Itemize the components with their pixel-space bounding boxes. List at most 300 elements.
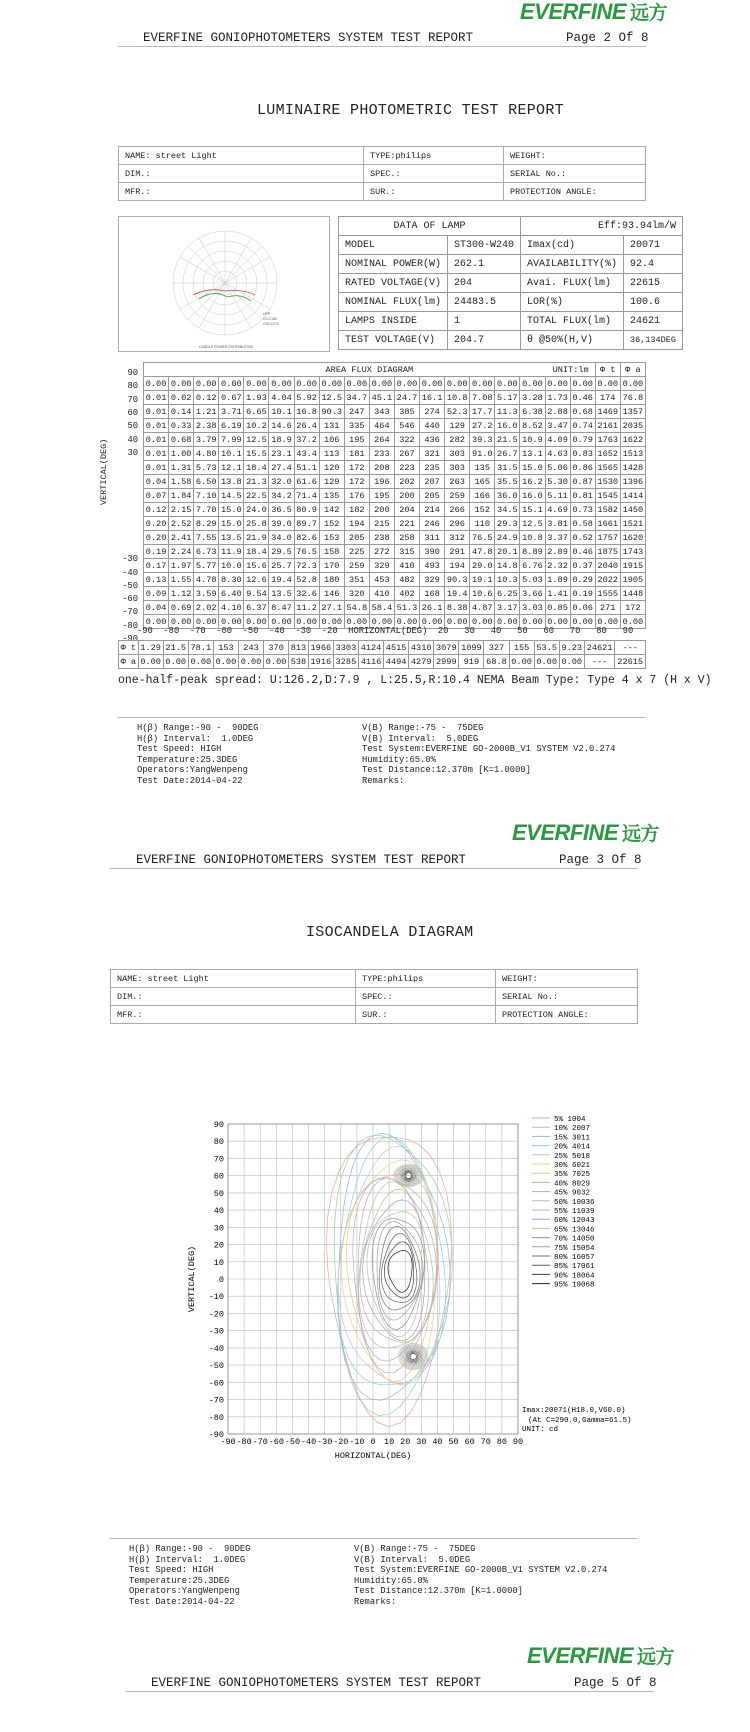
flux-cell: 1.55 [169,573,194,587]
flux-cell: 258 [394,531,419,545]
v-tick-label: -60 [122,594,138,605]
flux-cell: 0.00 [244,615,269,629]
flux-cell: 4.10 [219,601,244,615]
flux-cell: 4.80 [194,447,219,461]
flux-cell: 12.5 [319,391,344,405]
flux-cell: 6.19 [219,419,244,433]
table-row [144,377,646,391]
flux-cell: 1763 [595,433,620,447]
flux-cell: 4.69 [545,503,570,517]
flux-cell: 15.0 [219,503,244,517]
flux-cell: 7.10 [194,489,219,503]
page-title: ISOCANDELA DIAGRAM [306,924,474,941]
flux-cell: 8.29 [194,517,219,531]
flux-cell: 0.00 [595,377,620,391]
flux-cell: 1.21 [194,405,219,419]
flux-cell: 129 [319,475,344,489]
flux-cell: 0.00 [545,615,570,629]
flux-total-cell: 813 [289,641,309,655]
flux-cell: 0.20 [144,531,169,545]
flux-total-cell: 1966 [308,641,333,655]
flux-cell: 200 [369,503,394,517]
flux-cell: 1661 [595,517,620,531]
flux-total-cell: 68.8 [484,655,509,669]
flux-cell: 0.01 [144,461,169,475]
flux-cell: 5.92 [294,391,319,405]
flux-cell: 204 [394,503,419,517]
flux-cell: 15.0 [520,461,545,475]
flux-cell: 10.6 [470,587,495,601]
y-tick-label: 60 [213,1171,224,1182]
table-row [144,475,646,489]
flux-cell: 0.00 [445,377,470,391]
flux-cell: 21.5 [495,433,520,447]
flux-cell: 0.12 [194,391,219,405]
info-type: TYPE:philips [356,970,496,988]
x-tick-label: 30 [416,1437,427,1447]
flux-cell: 1.89 [545,573,570,587]
legend-label: 45% 9032 [554,1189,591,1198]
flux-cell: 4.78 [194,573,219,587]
flux-cell: 3.03 [520,601,545,615]
contour-line [359,1182,434,1348]
polar-diagram-frame [118,216,330,352]
y-tick-label: -90 [208,1430,224,1440]
flux-cell: 21.9 [244,531,269,545]
x-axis-label: HORIZONTAL(DEG) [334,1451,412,1461]
flux-cell: 8.52 [520,419,545,433]
flux-title: AREA FLUX DIAGRAM [325,364,414,375]
contour-line [377,1222,423,1321]
flux-cell: 71.4 [294,489,319,503]
flux-total-cell: 4279 [409,655,434,669]
flux-cell: 0.85 [545,601,570,615]
lamp-cell: 24483.5 [448,293,521,312]
flux-cell: 5.30 [545,475,570,489]
flux-cell: 1.31 [169,461,194,475]
flux-cell: 223 [394,461,419,475]
flux-cell: 329 [369,559,394,573]
flux-cell: 0.01 [144,405,169,419]
flux-cell: 0.00 [394,615,419,629]
lamp-cell: 204 [448,274,521,293]
flux-cell: 436 [420,433,445,447]
flux-cell: 0.00 [169,377,194,391]
flux-cell: 153 [319,531,344,545]
flux-cell: 0.52 [570,531,595,545]
flux-total-cell: 3285 [333,655,358,669]
flux-cell: 3.79 [194,433,219,447]
info-protection: PROTECTION ANGLE: [496,1006,638,1024]
info-spec: SPEC.: [356,988,496,1006]
table-row [144,461,646,475]
flux-cell: 410 [369,587,394,601]
flux-cell: 129 [445,419,470,433]
y-tick-label: 40 [213,1206,224,1217]
flux-cell: 0.00 [294,615,319,629]
y-tick-label: -20 [208,1309,224,1320]
flux-unit: UNIT:lm [552,364,589,375]
flux-cell: 61.6 [294,475,319,489]
flux-cell: 135 [470,461,495,475]
flux-cell: 493 [420,559,445,573]
lamp-cell: 36,134DEG [624,331,683,350]
legend-label: 40% 8029 [554,1180,591,1189]
flux-cell: 113 [319,447,344,461]
flux-cell: 7.70 [194,503,219,517]
table-row [144,545,646,559]
flux-cell: 274 [420,405,445,419]
flux-cell: 0.19 [570,587,595,601]
v-tick-label: 50 [127,421,138,432]
legend-label: 65% 13046 [554,1226,595,1235]
flux-cell: 200 [394,489,419,503]
info-protection: PROTECTION ANGLE: [504,183,646,201]
report-header-title: EVERFINE GONIOPHOTOMETERS SYSTEM TEST REPORT [143,31,474,45]
flux-cell: 0.00 [620,377,645,391]
flux-total-cell: 4310 [409,641,434,655]
flux-cell: 2161 [595,419,620,433]
flux-cell: 194 [344,517,369,531]
x-tick-label: -80 [236,1437,252,1447]
flux-cell: 238 [369,531,394,545]
lamp-cell: 20071 [624,236,683,255]
svg-text:HPP: HPP [263,312,271,316]
flux-cell: 0.07 [144,489,169,503]
lamp-cell: Imax(cd) [521,236,624,255]
flux-cell: 170 [319,559,344,573]
x-tick-label: 10 [384,1437,395,1447]
flux-cell: 0.00 [219,615,244,629]
flux-cell: 312 [445,531,470,545]
x-tick-label: -90 [220,1437,236,1447]
flux-cell: 1469 [595,405,620,419]
everfine-logo: EVERFINE 远方 [520,0,668,24]
flux-cell: 267 [394,447,419,461]
flux-cell: 10.3 [495,573,520,587]
flux-cell: 2.32 [545,559,570,573]
flux-cell: 0.00 [269,615,294,629]
y-tick-label: 50 [213,1188,224,1199]
flux-cell: 0.00 [269,377,294,391]
flux-cell: 35.5 [495,475,520,489]
info-dim: DIM.: [119,165,364,183]
flux-cell: 3.81 [545,517,570,531]
flux-cell: 271 [595,601,620,615]
flux-cell: 6.50 [194,475,219,489]
flux-cell: 0.00 [194,377,219,391]
flux-cell: 0.00 [545,377,570,391]
flux-cell: 25.8 [244,517,269,531]
flux-vertical-label: VERTICAL(DEG) [99,438,109,505]
legend-label: 25% 5018 [554,1152,591,1161]
flux-cell: 0.00 [169,615,194,629]
flux-cell: 11.2 [294,601,319,615]
flux-cell: 26.4 [294,419,319,433]
info-type: TYPE:philips [364,147,504,165]
flux-cell: 110 [470,517,495,531]
report-header-title: EVERFINE GONIOPHOTOMETERS SYSTEM TEST REPORT [136,853,467,867]
flux-cell: 11.3 [495,405,520,419]
flux-cell: 6.65 [244,405,269,419]
flux-total-cell: 78.1 [188,641,213,655]
flux-col-t: Φ t [595,363,620,377]
flux-cell: 0.00 [420,615,445,629]
legend-label: 95% 19068 [554,1281,595,1290]
flux-cell: 5.11 [545,489,570,503]
flux-total-cell: 9.23 [559,641,584,655]
flux-cell: 0.01 [144,391,169,405]
flux-cell: 0.68 [570,405,595,419]
flux-cell: 263 [445,475,470,489]
flux-cell: 0.00 [319,615,344,629]
table-row [144,517,646,531]
flux-cell: 2.02 [194,601,219,615]
lamp-cell: TEST VOLTAGE(V) [339,331,448,350]
flux-cell: 0.00 [520,615,545,629]
flux-cell: 172 [344,475,369,489]
legend-label: 70% 14050 [554,1235,595,1244]
flux-cell: 174 [595,391,620,405]
flux-cell: 214 [420,503,445,517]
flux-cell: 17.7 [470,405,495,419]
info-serial: SERIAL No.: [504,165,646,183]
flux-cell: 36.0 [495,489,520,503]
x-tick-label: -60 [268,1437,284,1447]
flux-cell: 4.09 [545,433,570,447]
flux-cell: 18.4 [244,545,269,559]
page-number: Page 2 Of 8 [566,31,649,45]
flux-vertical-ticks [116,370,138,664]
info-mfr: MFR.: [111,1006,356,1024]
flux-cell: 6.37 [244,601,269,615]
flux-cell: 0.00 [244,377,269,391]
flux-cell: 195 [369,489,394,503]
flux-total-cell: 4124 [358,641,383,655]
flux-cell: 120 [319,461,344,475]
x-tick-label: 80 [496,1437,507,1447]
lamp-cell: AVAILABILITY(%) [521,255,624,274]
v-tick-label: -40 [122,567,138,578]
legend-label: 80% 16057 [554,1254,595,1262]
flux-cell: 0.12 [144,503,169,517]
flux-cell: 6.40 [219,587,244,601]
flux-cell: 19.4 [269,573,294,587]
x-tick-label: 70 [480,1437,491,1447]
flux-cell: 18.9 [269,433,294,447]
flux-total-cell: 538 [289,655,309,669]
flux-cell: 10.8 [445,391,470,405]
flux-cell: 1.84 [169,489,194,503]
lamp-data-table [338,216,683,350]
flux-cell: 1414 [620,489,645,503]
table-row [144,405,646,419]
legend-label: 75% 15054 [554,1244,595,1253]
x-tick-label: -10 [349,1437,365,1447]
legend-label: 60% 12043 [554,1217,595,1226]
flux-cell: 6.76 [520,559,545,573]
flux-totals-table [118,640,646,669]
table-row [144,601,646,615]
flux-total-cell: 370 [264,641,289,655]
legend-label: 20% 4014 [554,1143,591,1152]
flux-cell: 7.08 [470,391,495,405]
flux-cell: 0.01 [144,447,169,461]
info-weight: WEIGHT: [496,970,638,988]
flux-cell: 221 [394,517,419,531]
info-sur: SUR.: [356,1006,496,1024]
x-tick-label: 20 [400,1437,411,1447]
table-row [144,489,646,503]
legend-label: 10% 2007 [554,1125,591,1134]
flux-cell: 0.74 [570,419,595,433]
flux-cell: 12.5 [520,517,545,531]
flux-cell: 7.55 [194,531,219,545]
flux-cell: 335 [344,419,369,433]
table-row [144,503,646,517]
flux-cell: 402 [394,587,419,601]
flux-cell: 385 [394,405,419,419]
flux-total-cell: 0.00 [138,655,163,669]
y-axis-label: VERTICAL(DEG) [187,1245,197,1313]
flux-cell: 23.1 [269,447,294,461]
flux-cell: 24.9 [495,531,520,545]
flux-cell: 2022 [595,573,620,587]
flux-cell: 0.19 [144,545,169,559]
flux-cell: 3.71 [219,405,244,419]
flux-cell: 0.00 [194,615,219,629]
flux-cell: 3.59 [194,587,219,601]
flux-cell: 152 [470,503,495,517]
flux-cell: 303 [445,461,470,475]
flux-cell: 0.83 [570,447,595,461]
flux-cell: 410 [394,559,419,573]
everfine-logo: EVERFINE 远方 [527,1643,675,1668]
flux-cell: 19.4 [445,587,470,601]
flux-total-cell: 0.00 [559,655,584,669]
y-tick-label: 80 [213,1137,224,1148]
flux-cell: 2040 [595,559,620,573]
flux-cell: 16.8 [294,405,319,419]
flux-cell: 12.5 [244,433,269,447]
x-tick-label: -20 [333,1437,349,1447]
flux-cell: 329 [420,573,445,587]
y-tick-label: 10 [213,1257,224,1268]
flux-cell: 182 [344,503,369,517]
flux-cell: 15.5 [244,447,269,461]
flux-cell: 0.87 [570,475,595,489]
flux-cell: 2.38 [194,419,219,433]
flux-cell: 0.00 [445,615,470,629]
flux-cell: 0.13 [144,573,169,587]
flux-cell: 176 [344,489,369,503]
flux-cell: 2035 [620,419,645,433]
flux-cell: 10.9 [520,433,545,447]
contour-line [410,1353,417,1359]
flux-cell: 3.17 [495,601,520,615]
flux-cell: 142 [319,503,344,517]
flux-cell: 1.12 [169,587,194,601]
flux-cell: 2.24 [169,545,194,559]
legend-label: 35% 7025 [554,1171,591,1180]
flux-cell: 0.00 [470,615,495,629]
flux-cell: 296 [445,517,470,531]
flux-cell: 1.93 [244,391,269,405]
flux-cell: 233 [369,447,394,461]
flux-cell: 1875 [595,545,620,559]
flux-cell: 266 [445,503,470,517]
lamp-row [339,312,683,331]
flux-cell: 5.06 [545,461,570,475]
y-tick-label: 30 [213,1223,224,1234]
flux-total-cell: 0.00 [238,655,263,669]
flux-cell: 0.73 [570,503,595,517]
flux-cell: 2.41 [169,531,194,545]
info-serial: SERIAL No.: [496,988,638,1006]
flux-cell: 32.0 [269,475,294,489]
flux-cell: 14.8 [495,559,520,573]
flux-cell: 131 [319,419,344,433]
lamp-row [339,331,683,350]
lamp-row [339,293,683,312]
flux-cell: 1555 [595,587,620,601]
lamp-cell: LAMPS INSIDE [339,312,448,331]
flux-total-row [119,655,646,669]
lamp-row [339,274,683,293]
flux-cell: 27.2 [470,419,495,433]
flux-cell: 0.02 [169,391,194,405]
flux-cell: 1.00 [169,447,194,461]
flux-cell: 1.73 [545,391,570,405]
flux-cell: 0.00 [369,377,394,391]
v-tick-label: 80 [127,381,138,392]
flux-cell: 15.1 [520,503,545,517]
flux-cell: 0.37 [570,559,595,573]
everfine-logo: EVERFINE 远方 [512,820,660,845]
flux-cell: 29.0 [470,559,495,573]
lamp-cell: ST300-W240 [448,236,521,255]
flux-cell: 76.5 [470,531,495,545]
flux-total-cell: 327 [484,641,509,655]
flux-cell: 2.88 [545,405,570,419]
flux-total-cell: 0.00 [188,655,213,669]
flux-cell: 90.3 [319,405,344,419]
flux-cell: 0.09 [144,587,169,601]
table-row [144,391,646,405]
flux-cell: 22.5 [244,489,269,503]
flux-cell: 0.00 [394,377,419,391]
flux-cell: 0.29 [570,573,595,587]
flux-total-cell: 243 [238,641,263,655]
y-tick-label: 0 [218,1275,224,1285]
flux-total-cell: Φ t [119,641,139,655]
flux-cell: 1448 [620,587,645,601]
luminaire-info-table [118,146,646,201]
flux-cell: 19.1 [470,573,495,587]
flux-cell: 135 [319,489,344,503]
polar-diagram [119,217,331,353]
flux-cell: 3.28 [520,391,545,405]
isocandela-chart [180,1110,650,1461]
lamp-cell: 22615 [624,274,683,293]
flux-cell: 1757 [595,531,620,545]
flux-horizontal-ticks: -90 -80 -70 -60 -50 -40 -30 -20 HORIZONTAL(DEG) 20 30 40 50 60 70 80 90 [137,626,634,636]
y-tick-label: 90 [213,1120,224,1130]
x-tick-label: -70 [252,1437,268,1447]
v-tick-label: 60 [127,407,138,418]
flux-cell: 259 [344,559,369,573]
flux-cell: 194 [445,559,470,573]
